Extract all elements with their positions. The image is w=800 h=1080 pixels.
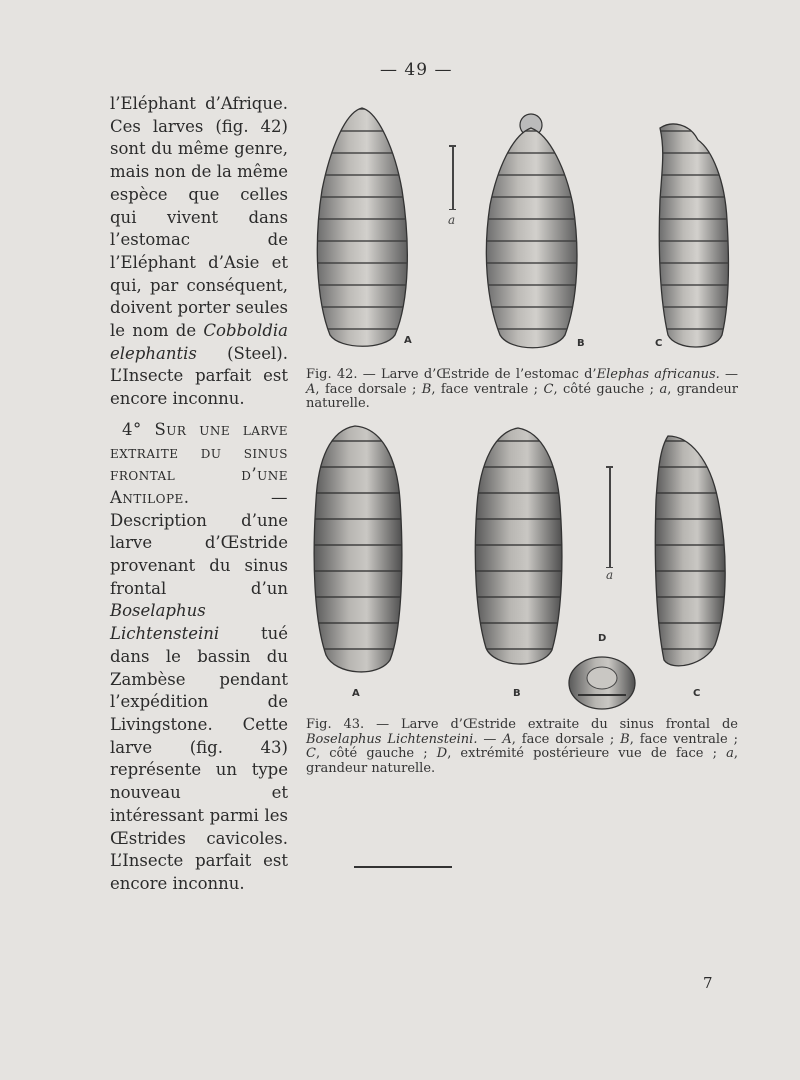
fig42-label-c: C xyxy=(655,338,663,349)
fig42-caption xyxy=(306,368,738,412)
fig43-caption-b-letter: B xyxy=(620,731,630,747)
fig42-caption-start: Fig. 42. — Larve d’Œstride de l’estomac d’ xyxy=(306,367,597,382)
fig43-larva-a xyxy=(314,426,402,672)
fig43-larva-b xyxy=(475,428,562,664)
footer-page-number: 7 xyxy=(703,974,713,992)
fig43-caption-species: Boselaphus Lichtensteini. xyxy=(306,731,478,747)
fig43-larva-c xyxy=(655,436,725,666)
fig42-caption-species: Elephas africanus. xyxy=(596,367,720,382)
fig42-scale-label: a xyxy=(448,213,456,227)
species-name-boselaphus: Boselaphus Lichtensteini xyxy=(110,601,220,644)
fig42-label-a: A xyxy=(404,335,412,346)
fig42-label-b: B xyxy=(577,338,585,349)
fig42-caption-dash: — xyxy=(719,367,739,382)
fig43-caption-b-text: , face ventrale ; xyxy=(629,731,739,747)
fig43-caption-d-letter: D xyxy=(436,746,448,761)
paragraph-1-text: l’Eléphant d’Afrique. Ces larves (fig. 42) sont du même genre, mais non de la même espèce que celles qui vivent dans l’estomac de l’Eléphant d’Asie et qui, par conséquent, doivent porter seules le nom de xyxy=(110,94,288,341)
fig43-label-c: C xyxy=(693,688,701,699)
fig42-caption-a-letter: A xyxy=(306,381,316,397)
fig43-caption-a-text: , face dorsale ; xyxy=(511,731,621,747)
fig43-label-b: B xyxy=(513,688,521,699)
fig42-caption-b-text: , face ventrale ; xyxy=(431,381,544,397)
fig42-scale-bar xyxy=(452,145,454,210)
fig43-caption-c-letter: C xyxy=(306,746,316,761)
fig43-caption-dash: — xyxy=(477,731,503,747)
fig43-label-d: D xyxy=(598,633,607,644)
fig43-scale-bar xyxy=(609,466,611,568)
fig43-caption-a-letter: A xyxy=(502,731,512,747)
fig43-caption-scale-letter: a xyxy=(726,746,734,761)
fig43-larva-d xyxy=(569,657,635,709)
fig42-caption-scale-letter: a xyxy=(659,381,668,397)
fig43-scale-label: a xyxy=(606,568,614,582)
section-divider-rule xyxy=(354,866,452,868)
species-name-cobboldia: Cobboldia elephantis xyxy=(110,321,288,363)
fig43-label-a: A xyxy=(352,688,360,699)
fig42-caption-a-text: , face dorsale ; xyxy=(315,381,422,397)
fig43-caption xyxy=(306,718,738,776)
fig42-caption-scale-text: , grandeur naturelle. xyxy=(306,381,739,411)
fig42-caption-b-letter: B xyxy=(421,381,432,397)
fig42-caption-c-letter: C xyxy=(543,381,554,397)
header-page-number: — 49 — xyxy=(380,60,453,80)
paragraph-1-end: (Steel). L’Insecte parfait est encore inconnu. xyxy=(110,343,288,409)
section-heading: 4° Sur une larve extraite du sinus frontal d’une Antilope. — xyxy=(110,419,288,507)
fig42-larva-b xyxy=(486,114,577,348)
paragraph-2-text-2: tué dans le bassin du Zambèse pendant l’expédition de Livingstone. Cette larve (fig. 43) représente un type nouveau et intéressant parmi les Œstrides cavicoles. L’Insecte parfait est encore inconnu. xyxy=(110,624,288,893)
fig42-caption-c-text: , côté gauche ; xyxy=(553,381,660,397)
fig43-caption-d-text: , extrémité postérieure vue de face ; xyxy=(447,746,727,761)
fig43-caption-scale-text: , grandeur naturelle. xyxy=(306,746,739,776)
fig42-larva-c xyxy=(659,124,728,347)
paragraph-2-text-1: Description d’une larve d’Œstride provenant du sinus frontal d’un xyxy=(110,510,288,598)
fig43-caption-start: Fig. 43. — Larve d’Œstride extraite du sinus frontal de xyxy=(306,717,738,732)
fig42-larva-a xyxy=(317,108,407,346)
fig43-caption-c-text: , côté gauche ; xyxy=(315,746,437,761)
